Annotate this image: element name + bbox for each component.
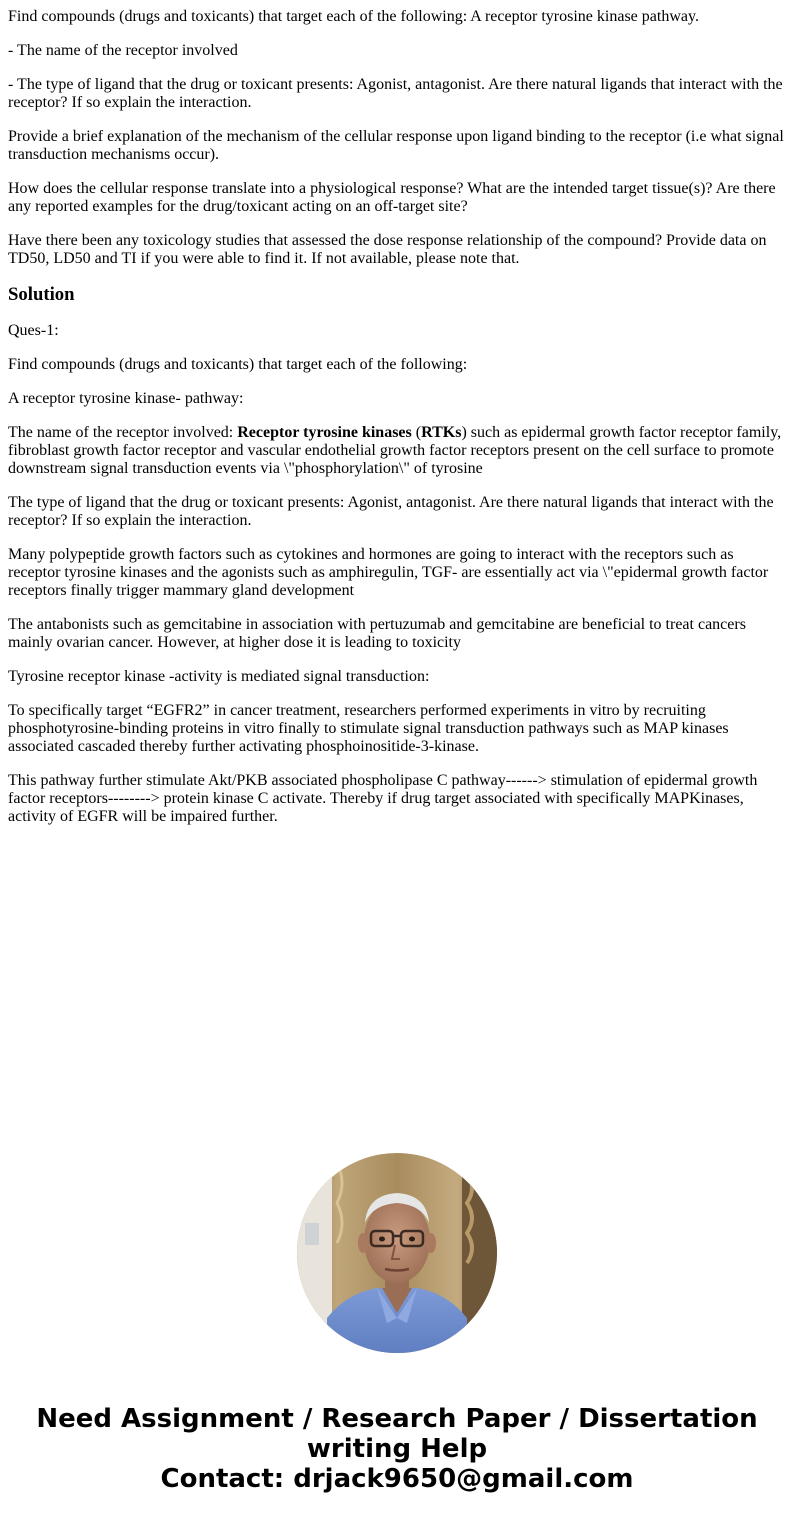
question-bullet-ligand: - The type of ligand that the drug or toxicant presents: Agonist, antagonist. Are there natural ligands that interact with the receptor? If so explain the interaction.: [8, 76, 783, 111]
receptor-paren-open: (: [411, 424, 422, 441]
solution-heading: Solution: [8, 284, 75, 305]
solution-akt: This pathway further stimulate Akt/PKB associated phospholipase C pathway------> stimulation of epidermal growth factor receptors--------> protein kinase C activate. Thereby if drug target associated with specifically MAPKinases, activity of EGFR will be impaired further.: [8, 772, 758, 825]
question-bullet-receptor: - The name of the receptor involved: [8, 42, 238, 59]
solution-antagonists: The antabonists such as gemcitabine in association with pertuzumab and gemcitabine are beneficial to treat cancers mainly ovarian cancer. However, at higher dose it is leading to toxicity: [8, 616, 746, 651]
question-intro: Find compounds (drugs and toxicants) that target each of the following: A receptor tyrosine kinase pathway.: [8, 8, 699, 25]
solution-polypeptide: Many polypeptide growth factors such as cytokines and hormones are going to interact with the receptors such as receptor tyrosine kinases and the agonists such as amphiregulin, TGF- are essentially act via \"epidermal growth factor receptors finally trigger mammary gland development: [8, 546, 769, 599]
avatar-portrait-image: [297, 1153, 497, 1353]
question-physiological: How does the cellular response translate into a physiological response? What are the intended target tissue(s)? Are there any reported examples for the drug/toxicant acting on an off-target site?: [8, 180, 776, 215]
footer-line-2: writing Help: [306, 1434, 488, 1464]
footer-line-1: Need Assignment / Research Paper / Dissertation: [36, 1404, 758, 1434]
receptor-bold: Receptor tyrosine kinases: [237, 424, 412, 441]
question-mechanism: Provide a brief explanation of the mechanism of the cellular response upon ligand binding to the receptor (i.e what signal transduction mechanisms occur).: [8, 128, 784, 163]
solution-activity: Tyrosine receptor kinase -activity is mediated signal transduction:: [8, 668, 430, 685]
solution-find: Find compounds (drugs and toxicants) that target each of the following:: [8, 356, 468, 373]
ques-label: Ques-1:: [8, 322, 59, 339]
footer-line-3: Contact: drjack9650@gmail.com: [160, 1464, 634, 1494]
receptor-abbrev: RTKs: [421, 424, 462, 441]
solution-ligand-type: The type of ligand that the drug or toxicant presents: Agonist, antagonist. Are there natural ligands that interact with the receptor? If so explain the interaction.: [8, 494, 774, 529]
solution-pathway: A receptor tyrosine kinase- pathway:: [8, 390, 244, 407]
solution-egfr2: To specifically target “EGFR2” in cancer treatment, researchers performed experiments in vitro by recruiting phosphotyrosine-binding proteins in vitro finally to stimulate signal transduction pathways such as MAP kinases associated cascaded thereby further activating phosphoinositide-3-kinase.: [8, 702, 729, 755]
receptor-rest: ) such as epidermal growth factor receptor family, fibroblast growth factor receptor and vascular endothelial growth factor receptors present on the cell surface to promote downstream signal transduction events via \"phosphorylation\" of tyrosine: [8, 424, 782, 477]
question-toxicology: Have there been any toxicology studies that assessed the dose response relationship of the compound? Provide data on TD50, LD50 and TI if you were able to find it. If not available, please note that.: [8, 232, 767, 267]
receptor-prefix: The name of the receptor involved:: [8, 424, 238, 441]
solution-receptor: [8, 424, 786, 478]
avatar: [297, 1153, 497, 1353]
footer-contact: [0, 1404, 794, 1494]
